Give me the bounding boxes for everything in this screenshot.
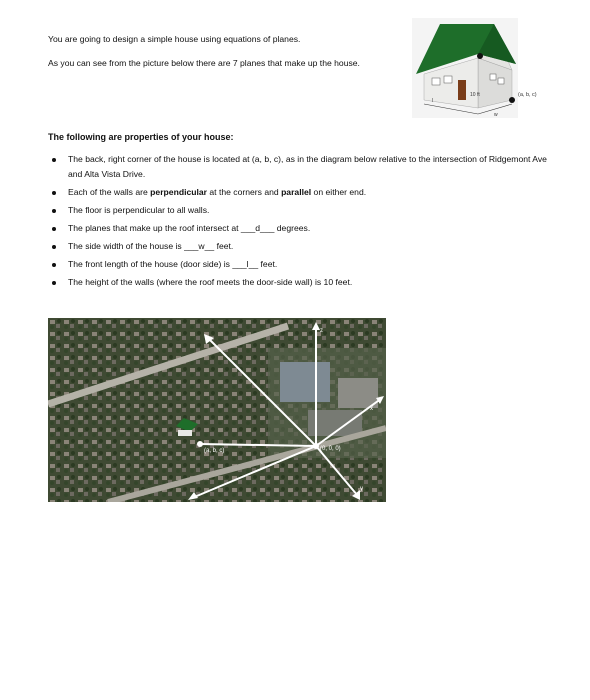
height-label: 10 ft: [470, 92, 480, 98]
house-illustration: [412, 18, 518, 118]
corner-marker: [197, 441, 203, 447]
property-item: [48, 185, 548, 200]
property-text: [68, 259, 277, 269]
intro-line-1: You are going to design a simple house using equations of planes.: [48, 34, 301, 44]
property-text-segment: Each of the walls are: [68, 187, 151, 197]
property-text-segment: The front length of the house (door side) is ___l__ feet.: [68, 259, 278, 269]
property-text-segment: on either end.: [311, 187, 367, 197]
properties-heading: The following are properties of your house:: [48, 132, 234, 142]
intro-line-2: As you can see from the picture below there are 7 planes that make up the house.: [48, 58, 360, 68]
property-text-bold: parallel: [281, 187, 312, 197]
property-text: [68, 241, 233, 251]
properties-list: [48, 152, 548, 293]
property-item: [48, 203, 548, 218]
property-text: [68, 187, 366, 197]
property-item: [48, 152, 548, 182]
property-text-segment: The back, right corner of the house is located at (a, b, c), as in the diagram below relative to the intersection of Ridgemont Ave and Alta Vista Drive.: [68, 154, 547, 179]
house-drawing: [412, 18, 518, 118]
property-text-segment: The planes that make up the roof intersect at ___d___ degrees.: [68, 223, 311, 233]
axis-y-label: y: [360, 486, 363, 492]
bullet-icon: [52, 263, 56, 267]
bullet-icon: [52, 191, 56, 195]
width-label: w: [494, 112, 498, 118]
property-text-bold: perpendicular: [150, 187, 208, 197]
house-corner-label: (a, b, c): [518, 92, 537, 98]
property-text-segment: at the corners and: [207, 187, 282, 197]
bullet-icon: [52, 245, 56, 249]
property-item: [48, 239, 548, 254]
bullet-icon: [52, 281, 56, 285]
corner-dot: [509, 97, 515, 103]
property-item: [48, 221, 548, 236]
property-item: [48, 275, 548, 290]
aerial-map-drawing: [48, 318, 386, 502]
property-text-segment: The floor is perpendicular to all walls.: [68, 205, 210, 215]
aerial-map: [48, 318, 386, 502]
aerial-corner-label: (a, b, c): [204, 448, 225, 454]
aerial-origin-label: (0, 0, 0): [320, 446, 341, 452]
property-text-segment: The height of the walls (where the roof meets the door-side wall) is 10 feet.: [68, 277, 353, 287]
axis-z-label: z: [320, 328, 323, 334]
bullet-icon: [52, 209, 56, 213]
property-text: [68, 154, 547, 179]
axis-x-label: x: [370, 406, 373, 412]
property-text: [68, 205, 209, 215]
bullet-icon: [52, 227, 56, 231]
property-text: [68, 277, 352, 287]
property-text: [68, 223, 310, 233]
roof-dot: [477, 53, 483, 59]
property-text-segment: The side width of the house is ___w__ feet.: [68, 241, 234, 251]
bullet-icon: [52, 158, 56, 162]
property-item: [48, 257, 548, 272]
length-label: l: [432, 98, 434, 104]
origin-marker: [313, 443, 319, 449]
